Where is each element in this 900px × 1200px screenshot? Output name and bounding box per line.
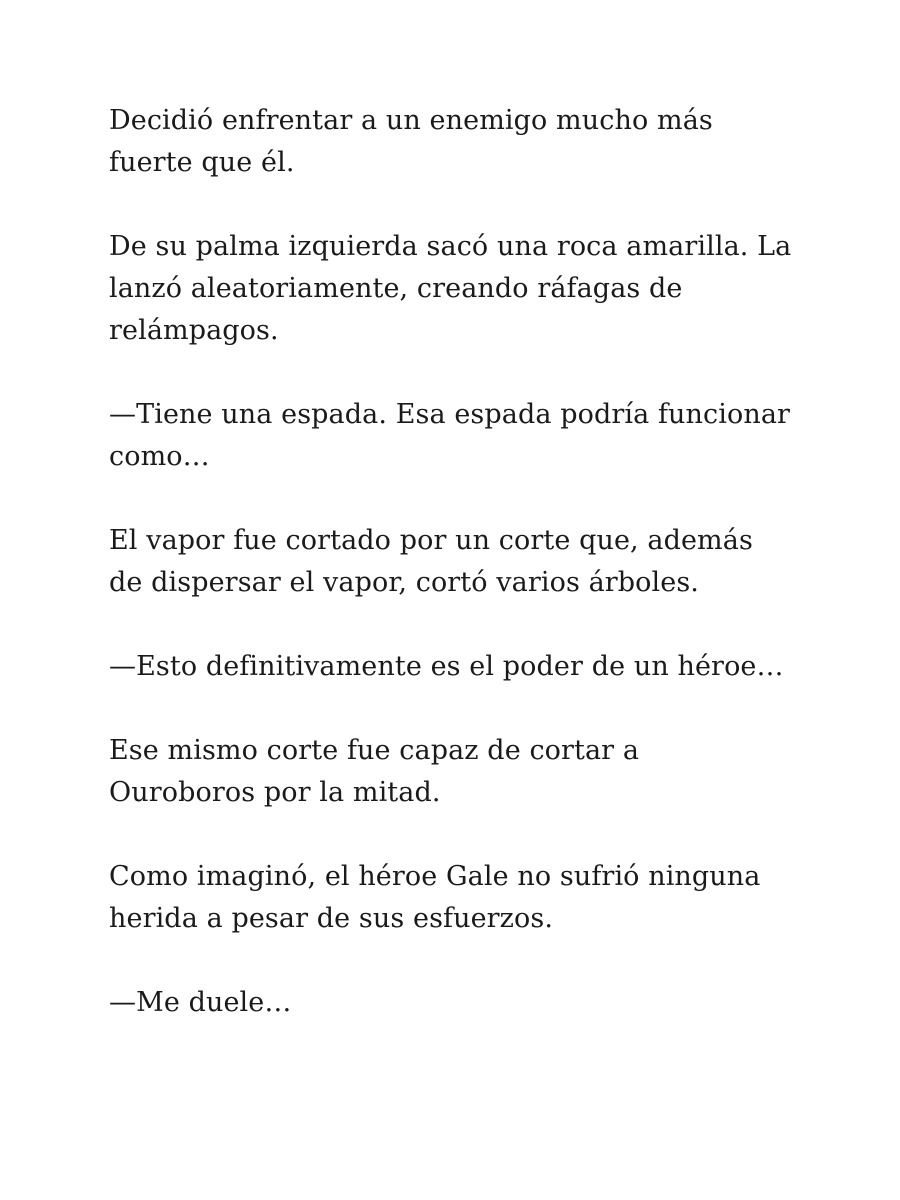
paragraph: Como imaginó, el héroe Gale no sufrió ninguna herida a pesar de sus esfuerzos. bbox=[109, 861, 761, 934]
paragraph: —Tiene una espada. Esa espada podría funcionar como… bbox=[109, 399, 791, 472]
paragraph: Ese mismo corte fue capaz de cortar a Ouroboros por la mitad. bbox=[109, 735, 640, 808]
paragraph: —Me duele… bbox=[109, 987, 292, 1018]
paragraph: —Esto definitivamente es el poder de un héroe… bbox=[109, 651, 784, 682]
paragraph: Decidió enfrentar a un enemigo mucho más fuerte que él. bbox=[109, 105, 713, 178]
paragraph: El vapor fue cortado por un corte que, además de dispersar el vapor, cortó varios árboles. bbox=[109, 525, 753, 598]
paragraph: De su palma izquierda sacó una roca amarilla. La lanzó aleatoriamente, creando ráfagas de relámpagos. bbox=[109, 231, 792, 346]
